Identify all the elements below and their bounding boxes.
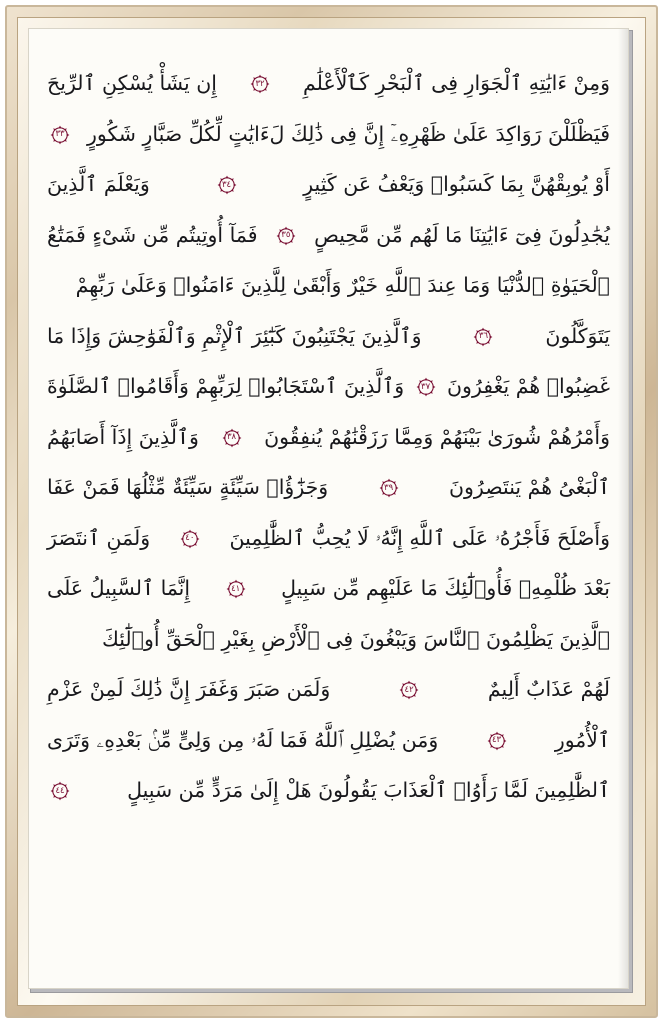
quran-line: [43, 413, 614, 464]
quran-text-area: [43, 59, 614, 968]
ayah-number-marker: [179, 528, 201, 550]
page-sheet: [28, 28, 629, 989]
ayah-number-text: ٣٨: [226, 432, 237, 443]
ayah-number-marker: [216, 174, 238, 196]
ayah-number-text: ٣٢: [255, 78, 265, 89]
quran-line: [43, 463, 614, 514]
quran-line: [43, 615, 614, 666]
ayah-number-marker: [49, 124, 71, 146]
ayah-number-text: ٤٠: [185, 533, 195, 544]
quran-line-content: [47, 679, 610, 701]
quran-line-content: [47, 376, 610, 398]
quran-line-content: [47, 275, 610, 297]
quran-line-content: [47, 626, 610, 651]
ayah-text-segment: أَوْ يُوبِقْهُنَّ بِمَا كَسَبُوا۟ وَيَعْفُ عَن كَثِيرٍ: [303, 172, 610, 197]
quran-line: [43, 312, 614, 363]
quran-line: [43, 514, 614, 565]
quran-line: [43, 110, 614, 161]
ayah-text-segment: يُجَٰدِلُونَ فِىٓ ءَايَٰتِنَا مَا لَهُم مِّن مَّحِيصٍ: [314, 222, 610, 247]
quran-line: [43, 665, 614, 716]
quran-line-content: [47, 73, 610, 95]
ayah-text-segment: غَضِبُوا۟ هُمْ يَغْفِرُونَ: [447, 374, 610, 399]
ayah-text-segment: فَمَآ أُوتِيتُم مِّن شَىْءٍ فَمَتَٰعُ: [47, 222, 258, 247]
quran-line-content: [47, 525, 610, 550]
quran-line-content: [47, 578, 610, 600]
ayah-text-segment: وَلَمَنِ ٱنتَصَرَ: [47, 525, 151, 550]
ayah-text-segment: بَعْدَ ظُلْمِهِۦ فَأُو۟لَٰٓئِكَ مَا عَلَيْهِم مِّن سَبِيلٍ: [281, 576, 610, 601]
ayah-text-segment: وَجَزَٰٓؤُا۟ سَيِّئَةٍ سَيِّئَةٌ مِّثْلُهَا فَمَنْ عَفَا: [47, 475, 329, 500]
ayah-text-segment: وَمِنْ ءَايَٰتِهِ ٱلْجَوَارِ فِى ٱلْبَحْرِ كَٱلْأَعْلَٰمِ: [303, 71, 610, 96]
quran-line: [43, 160, 614, 211]
ayah-text-segment: وَأَمْرُهُمْ شُورَىٰ بَيْنَهُمْ وَمِمَّا رَزَقْنَٰهُمْ يُنفِقُونَ: [264, 424, 610, 449]
ayah-number-text: ٣٣: [55, 129, 65, 140]
ayah-number-marker: [398, 679, 420, 701]
ayah-text-segment: وَيَعْلَمَ ٱلَّذِينَ: [47, 172, 150, 197]
ayah-number-marker: [249, 73, 271, 95]
quran-line-content: [47, 780, 610, 802]
quran-line: [43, 59, 614, 110]
ayah-number-text: ٣٤: [221, 179, 232, 190]
quran-line-content: [47, 121, 610, 146]
page-sheen: [618, 29, 628, 988]
ayah-number-marker: [472, 326, 494, 348]
ayah-number-marker: [49, 780, 71, 802]
ayah-text-segment: ٱلظَّٰلِمِينَ لَمَّا رَأَوُا۟ ٱلْعَذَابَ يَقُولُونَ هَلْ إِلَىٰ مَرَدٍّ مِّن سَبِيلٍ: [127, 778, 610, 803]
ayah-number-text: ٣٧: [421, 381, 431, 392]
ayah-number-marker: [486, 730, 508, 752]
ayah-number-text: ٤٤: [55, 785, 65, 796]
ayah-text-segment: فَيَظْلَلْنَ رَوَاكِدَ عَلَىٰ ظَهْرِهِۦٓ إِنَّ فِى ذَٰلِكَ لَءَايَٰتٍ لِّكُلِّ صَبَّارٍ شَكُورٍ: [86, 121, 610, 146]
quran-line: [43, 261, 614, 312]
ayah-text-segment: وَٱلَّذِينَ يَجْتَنِبُونَ كَبَٰٓئِرَ ٱلْإِثْمِ وَٱلْفَوَٰحِشَ وَإِذَا مَا: [47, 323, 422, 348]
quran-line: [43, 211, 614, 262]
ayah-text-segment: وَمَن يُضْلِلِ ٱللَّهُ فَمَا لَهُۥ مِن وَلِىٍّ مِّنۢ بَعْدِهِۦ وَتَرَى: [47, 727, 439, 752]
quran-line-content: [47, 424, 610, 449]
ayah-number-marker: [275, 225, 297, 247]
ayah-number-marker: [378, 477, 400, 499]
ayah-text-segment: ٱلْأُمُورِ: [554, 727, 610, 752]
quran-line-content: [47, 174, 610, 196]
quran-line-content: [47, 323, 610, 348]
quran-line-content: [47, 477, 610, 499]
quran-line-content: [47, 727, 610, 752]
ayah-text-segment: وَلَمَن صَبَرَ وَغَفَرَ إِنَّ ذَٰلِكَ لَمِنْ عَزْمِ: [47, 677, 331, 702]
ayah-text-segment: ٱلَّذِينَ يَظْلِمُونَ ٱلنَّاسَ وَيَبْغُونَ فِى ٱلْأَرْضِ بِغَيْرِ ٱلْحَقِّ أُو۟لَٰٓئِكَ: [101, 626, 610, 651]
ayah-text-segment: يَتَوَكَّلُونَ: [545, 323, 610, 348]
ayah-text-segment: إِن يَشَأْ يُسْكِنِ ٱلرِّيحَ: [47, 71, 217, 96]
quran-line: [43, 362, 614, 413]
ayah-text-segment: وَأَصْلَحَ فَأَجْرُهُۥ عَلَى ٱللَّهِ إِنَّهُۥ لَا يُحِبُّ ٱلظَّٰلِمِينَ: [229, 525, 610, 550]
ayah-text-segment: وَٱلَّذِينَ ٱسْتَجَابُوا۟ لِرَبِّهِمْ وَأَقَامُوا۟ ٱلصَّلَوٰةَ: [47, 374, 405, 399]
ayah-number-text: ٣٩: [384, 482, 394, 493]
ayah-text-segment: إِنَّمَا ٱلسَّبِيلُ عَلَى: [47, 576, 191, 601]
ayah-text-segment: وَٱلَّذِينَ إِذَآ أَصَابَهُمُ: [47, 424, 199, 449]
ayah-text-segment: ٱلْحَيَوٰةِ ٱلدُّنْيَا وَمَا عِندَ ٱللَّهِ خَيْرٌ وَأَبْقَىٰ لِلَّذِينَ ءَامَنُوا۟ وَعَلَىٰ رَبِّهِمْ: [75, 273, 610, 298]
ayah-number-text: ٣٥: [281, 230, 291, 241]
ayah-number-text: ٤٣: [491, 735, 502, 746]
ayah-text-segment: ٱلْبَغْىُ هُمْ يَنتَصِرُونَ: [448, 475, 610, 500]
ayah-number-marker: [415, 376, 437, 398]
ayah-number-text: ٤٢: [404, 684, 414, 695]
quran-line: [43, 716, 614, 767]
ayah-number-marker: [225, 578, 247, 600]
quran-line: [43, 766, 614, 817]
ayah-number-marker: [221, 427, 243, 449]
ayah-text-segment: لَهُمْ عَذَابٌ أَلِيمٌ: [487, 677, 610, 702]
ayah-number-text: ٤١: [231, 583, 241, 594]
quran-line-content: [47, 222, 610, 247]
ayah-number-text: ٣٦: [478, 331, 489, 342]
quran-line: [43, 564, 614, 615]
